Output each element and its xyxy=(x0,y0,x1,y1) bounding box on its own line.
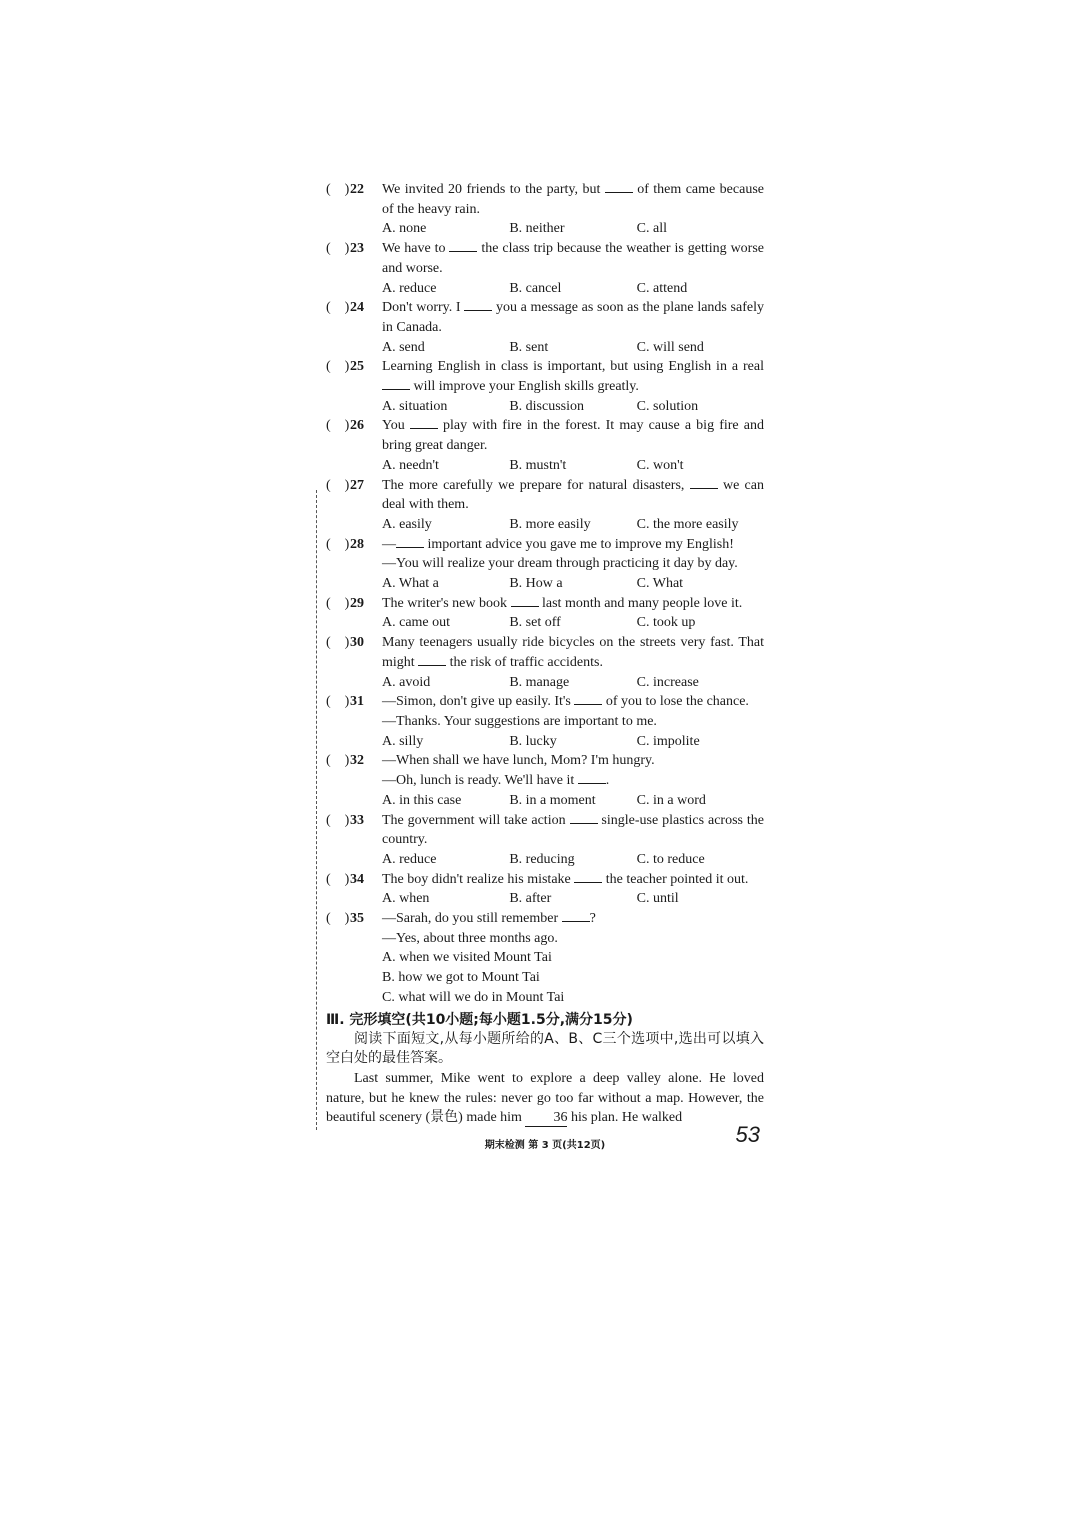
option-c: C. to reduce xyxy=(636,851,705,867)
bracket-open: ( xyxy=(326,812,331,828)
option-c: C. all xyxy=(636,221,667,237)
dialogue-text: —Yes, about three months ago. xyxy=(382,930,558,946)
bracket-close: ) xyxy=(344,871,350,887)
answer-bracket[interactable] xyxy=(326,811,349,831)
answer-blank xyxy=(511,594,539,607)
question-29 xyxy=(326,594,764,614)
question-32 xyxy=(326,751,764,790)
option-a: A. in this case xyxy=(382,792,462,808)
answer-bracket[interactable] xyxy=(326,180,349,200)
cut-line xyxy=(316,490,317,1130)
bracket-close: ) xyxy=(344,300,350,316)
option-b: B. neither xyxy=(509,221,565,237)
answer-bracket[interactable] xyxy=(326,909,349,929)
dialogue-line xyxy=(382,771,764,791)
option-b: B. reducing xyxy=(509,851,575,867)
options-row xyxy=(326,515,764,535)
option-b: B. how we got to Mount Tai xyxy=(382,970,540,986)
answer-bracket[interactable] xyxy=(326,594,349,614)
options-row xyxy=(326,613,764,633)
option-a: A. reduce xyxy=(382,280,437,296)
option-a: A. silly xyxy=(382,733,424,749)
option-a: A. needn't xyxy=(382,457,439,473)
stem-text: you a message as soon as the plane lands safely in Canada. xyxy=(382,300,764,335)
stem-text: of you to lose the chance. xyxy=(602,694,749,710)
question-number: 33 xyxy=(350,812,364,828)
answer-bracket[interactable] xyxy=(326,633,349,653)
cloze-passage xyxy=(326,1069,764,1128)
question-30 xyxy=(326,633,764,672)
bracket-close: ) xyxy=(344,812,350,828)
stem-text: The more carefully we prepare for natural disasters, xyxy=(382,477,690,493)
options-row xyxy=(326,791,764,811)
stem-text: we can deal with them. xyxy=(382,477,764,513)
bracket-open: ( xyxy=(326,182,331,197)
question-stem xyxy=(382,357,764,396)
question-stem xyxy=(382,594,764,614)
stem-text: Don't worry. I xyxy=(382,300,465,316)
stem-text: — xyxy=(382,536,396,552)
passage-text: Last summer, Mike went to explore a deep valley alone. He loved nature, but he knew the rules: never go too far without a map. However, the beautiful scenery (景色) made him xyxy=(326,1070,764,1126)
dialogue-line xyxy=(382,929,764,949)
stem-text: ? xyxy=(589,911,596,927)
stem-text: last month and many people love it. xyxy=(538,595,743,611)
section-title: Ⅲ. 完形填空(共10小题;每小题1.5分,满分15分) xyxy=(326,1011,633,1028)
stem-text: We invited 20 friends to the party, but xyxy=(382,182,605,197)
answer-blank xyxy=(410,416,438,429)
passage-text: his plan. He walked xyxy=(567,1110,683,1126)
answer-bracket[interactable] xyxy=(326,239,349,259)
option-a: A. send xyxy=(382,339,425,355)
options-row xyxy=(326,338,764,358)
stem-text: of them came because of the heavy rain. xyxy=(382,182,764,217)
answer-bracket[interactable] xyxy=(326,870,349,890)
question-number: 23 xyxy=(350,241,364,257)
question-stem xyxy=(382,633,764,672)
answer-bracket[interactable] xyxy=(326,535,349,555)
answer-bracket[interactable] xyxy=(326,298,349,318)
answer-bracket[interactable] xyxy=(326,416,349,436)
bracket-close: ) xyxy=(344,635,350,651)
question-27 xyxy=(326,476,764,515)
stem-text: important advice you gave me to improve my English! xyxy=(424,536,734,552)
question-number: 22 xyxy=(350,182,364,197)
option-a: A. reduce xyxy=(382,851,437,867)
bracket-close: ) xyxy=(344,359,350,375)
bracket-open: ( xyxy=(326,536,331,552)
option-a: A. when we visited Mount Tai xyxy=(382,950,552,966)
answer-bracket[interactable] xyxy=(326,476,349,496)
option-c: C. increase xyxy=(636,674,699,690)
answer-blank xyxy=(449,239,477,252)
question-24 xyxy=(326,298,764,337)
option-c: C. the more easily xyxy=(636,516,739,532)
option-a: A. situation xyxy=(382,398,448,414)
answer-blank xyxy=(464,298,492,311)
stem-text: The writer's new book xyxy=(382,595,511,611)
question-number: 28 xyxy=(350,536,364,552)
answer-blank xyxy=(570,811,598,824)
dialogue-text: —You will realize your dream through practicing it day by day. xyxy=(382,556,738,572)
question-stem xyxy=(382,811,764,850)
stem-text: The government will take action xyxy=(382,812,570,828)
section-instruction: 阅读下面短文,从每小题所给的A、B、C三个选项中,选出可以填入空白处的最佳答案。 xyxy=(326,1030,764,1067)
page-number: 53 xyxy=(735,1122,760,1147)
question-stem xyxy=(382,298,764,337)
question-number: 24 xyxy=(350,300,364,316)
answer-blank xyxy=(690,476,718,489)
stem-text: the risk of traffic accidents. xyxy=(446,654,603,670)
option-b: B. more easily xyxy=(509,516,591,532)
option-a: A. when xyxy=(382,891,430,907)
question-number: 25 xyxy=(350,359,364,375)
options-row xyxy=(326,673,764,693)
question-23 xyxy=(326,239,764,278)
question-stem xyxy=(382,416,764,455)
stem-text: You xyxy=(382,418,410,434)
stem-text: We have to xyxy=(382,241,450,257)
bracket-close: ) xyxy=(344,694,350,710)
answer-blank xyxy=(382,377,410,390)
question-stem xyxy=(382,751,764,771)
cloze-blank-36: 36 xyxy=(525,1110,567,1127)
question-number: 29 xyxy=(350,595,364,611)
answer-blank xyxy=(418,653,446,666)
bracket-open: ( xyxy=(326,300,331,316)
options-row xyxy=(326,456,764,476)
question-26 xyxy=(326,416,764,455)
bracket-open: ( xyxy=(326,911,331,927)
option-a: A. came out xyxy=(382,615,451,631)
option-c: C. until xyxy=(636,891,679,907)
stem-text: the class trip because the weather is getting worse and worse. xyxy=(382,241,764,276)
stem-text: Many teenagers usually ride bicycles on the streets very fast. That might xyxy=(382,635,764,670)
question-number: 35 xyxy=(350,911,364,927)
stem-text: —Sarah, do you still remember xyxy=(382,911,562,927)
dialogue-line xyxy=(382,712,764,732)
question-35 xyxy=(326,909,764,948)
bracket-open: ( xyxy=(326,753,331,769)
answer-blank xyxy=(396,535,424,548)
option-c: C. won't xyxy=(636,457,684,473)
answer-bracket[interactable] xyxy=(326,692,349,712)
option-b: B. How a xyxy=(509,576,563,592)
stem-text: Learning English in class is important, but using English in a real xyxy=(382,359,764,375)
option-c: C. will send xyxy=(636,339,704,355)
option-c: C. impolite xyxy=(636,733,700,749)
bracket-open: ( xyxy=(326,635,331,651)
bracket-open: ( xyxy=(326,241,331,257)
dialogue-text: —Oh, lunch is ready. We'll have it xyxy=(382,773,578,789)
bracket-close: ) xyxy=(344,477,350,493)
dialogue-text: . xyxy=(605,773,610,789)
answer-blank xyxy=(574,692,602,705)
question-28 xyxy=(326,535,764,574)
options-row xyxy=(326,850,764,870)
option-c: C. solution xyxy=(636,398,699,414)
option-b: B. after xyxy=(509,891,552,907)
options-row xyxy=(326,397,764,417)
option-b: B. cancel xyxy=(509,280,562,296)
option-b: B. sent xyxy=(509,339,549,355)
page-footer xyxy=(326,1122,764,1154)
question-33 xyxy=(326,811,764,850)
answer-bracket[interactable] xyxy=(326,357,349,377)
question-34 xyxy=(326,870,764,890)
stem-text: —When shall we have lunch, Mom? I'm hungry. xyxy=(382,753,655,769)
bracket-open: ( xyxy=(326,359,331,375)
option-b: B. manage xyxy=(509,674,570,690)
bracket-open: ( xyxy=(326,477,331,493)
question-22 xyxy=(326,180,764,219)
question-stem xyxy=(382,692,764,712)
option-c: C. what will we do in Mount Tai xyxy=(382,989,565,1005)
option-c: C. attend xyxy=(636,280,688,296)
option-c: C. in a word xyxy=(636,792,706,808)
answer-blank xyxy=(605,180,633,193)
question-31 xyxy=(326,692,764,731)
bracket-open: ( xyxy=(326,418,331,434)
question-stem xyxy=(382,535,764,555)
options-row xyxy=(326,889,764,909)
bracket-open: ( xyxy=(326,595,331,611)
stem-text: single-use plastics across the country. xyxy=(382,812,764,848)
answer-blank xyxy=(574,870,602,883)
option-b: B. lucky xyxy=(509,733,557,749)
options-row xyxy=(326,219,764,239)
option-b: B. set off xyxy=(509,615,561,631)
question-stem xyxy=(382,870,764,890)
bracket-close: ) xyxy=(344,911,350,927)
question-number: 26 xyxy=(350,418,364,434)
option-b: B. discussion xyxy=(509,398,585,414)
bracket-open: ( xyxy=(326,871,331,887)
bracket-close: ) xyxy=(344,536,350,552)
question-sheet xyxy=(326,180,764,1128)
stem-text: —Simon, don't give up easily. It's xyxy=(382,694,575,710)
options-row xyxy=(326,574,764,594)
stem-text: play with fire in the forest. It may cause a big fire and bring great danger. xyxy=(382,418,764,454)
question-stem xyxy=(382,909,764,929)
bracket-close: ) xyxy=(344,241,350,257)
question-number: 32 xyxy=(350,753,364,769)
option-b: B. in a moment xyxy=(509,792,596,808)
footer-label: 期末检测 第 3 页(共12页) xyxy=(484,1140,606,1151)
stem-text: The boy didn't realize his mistake xyxy=(382,871,575,887)
dialogue-text: —Thanks. Your suggestions are important to me. xyxy=(382,713,657,729)
bracket-close: ) xyxy=(344,753,350,769)
answer-blank xyxy=(578,771,606,784)
option-a: A. avoid xyxy=(382,674,431,690)
stem-text: will improve your English skills greatly. xyxy=(410,379,639,395)
stem-text: the teacher pointed it out. xyxy=(602,871,749,887)
option-c: C. took up xyxy=(636,615,696,631)
option-a: A. easily xyxy=(382,516,432,532)
question-stem xyxy=(382,476,764,515)
option-c: C. What xyxy=(636,576,684,592)
dialogue-line xyxy=(382,554,764,574)
answer-blank xyxy=(562,909,590,922)
bracket-close: ) xyxy=(344,595,350,611)
question-number: 27 xyxy=(350,477,364,493)
bracket-close: ) xyxy=(344,182,350,197)
question-stem xyxy=(382,180,764,219)
bracket-close: ) xyxy=(344,418,350,434)
question-stem xyxy=(382,239,764,278)
option-b: B. mustn't xyxy=(509,457,567,473)
bracket-open: ( xyxy=(326,694,331,710)
options-row xyxy=(326,732,764,752)
question-number: 30 xyxy=(350,635,364,651)
answer-bracket[interactable] xyxy=(326,751,349,771)
question-25 xyxy=(326,357,764,396)
question-number: 31 xyxy=(350,694,364,710)
option-a: A. What a xyxy=(382,576,439,592)
options-row xyxy=(326,279,764,299)
option-a: A. none xyxy=(382,221,427,237)
question-number: 34 xyxy=(350,871,364,887)
